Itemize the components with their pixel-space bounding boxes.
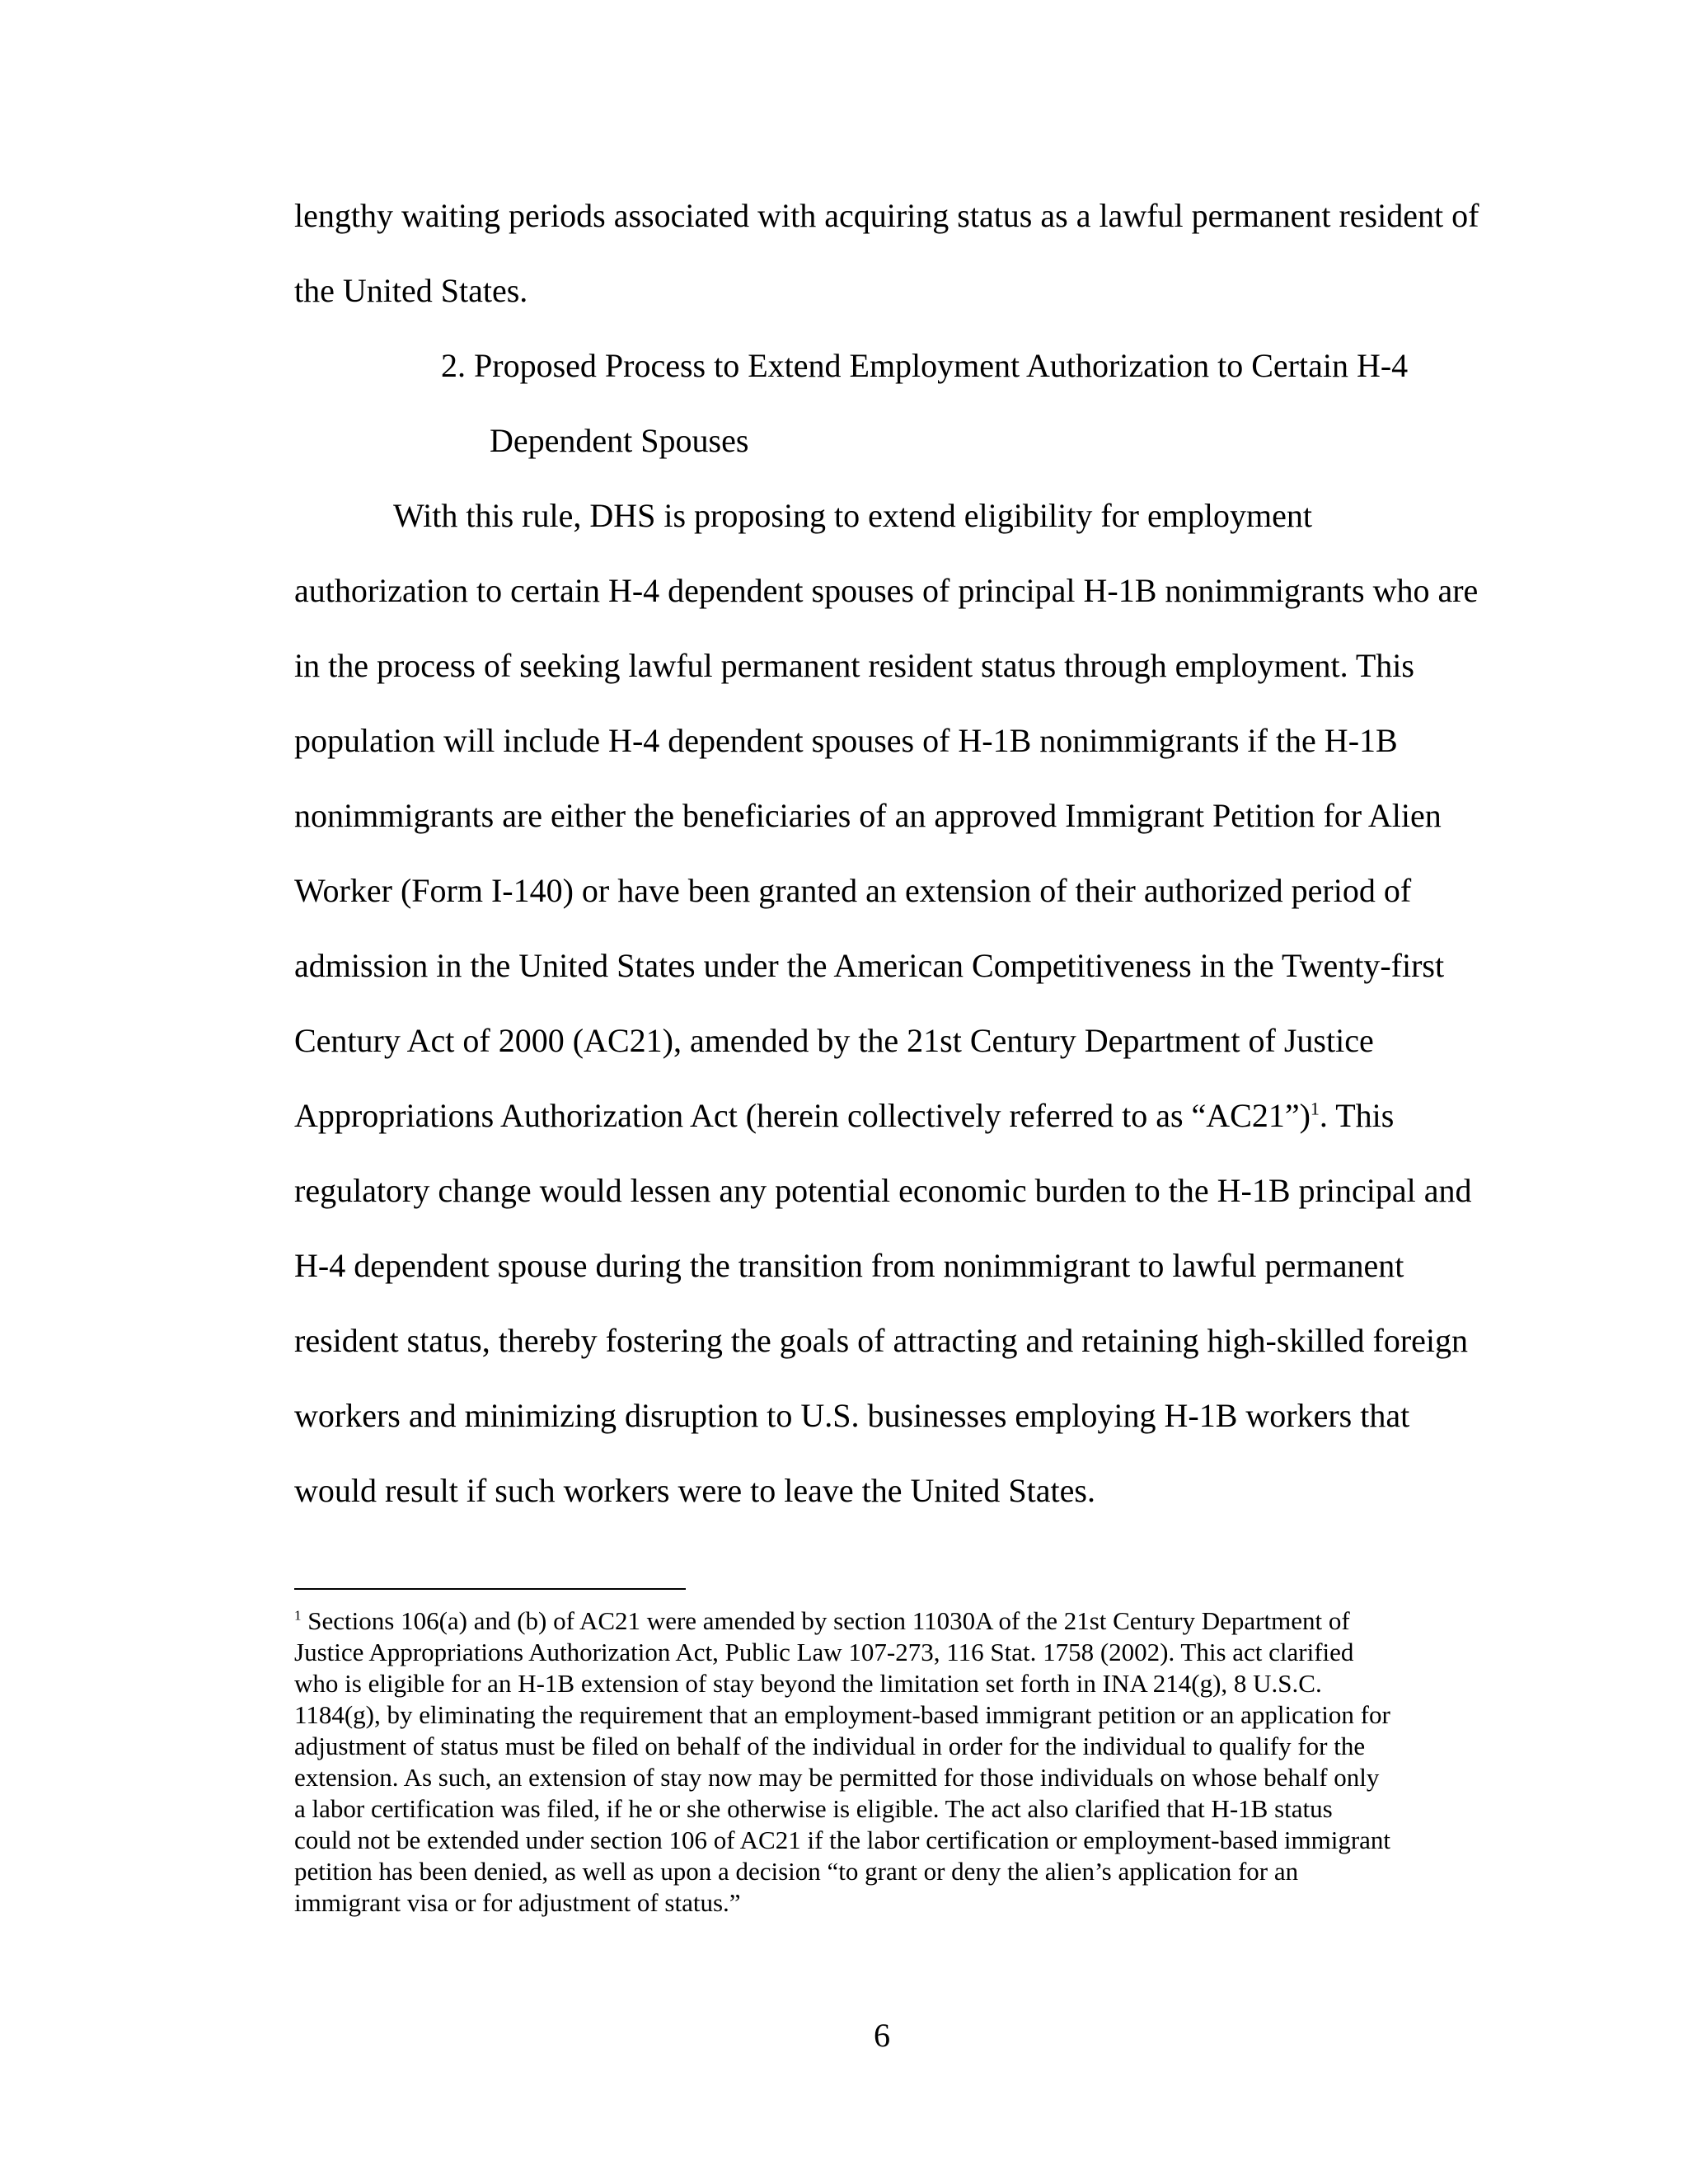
paragraph-line: authorization to certain H-4 dependent spouses of principal H-1B nonimmigrants who are: [294, 572, 1479, 609]
section-heading: 2. Proposed Process to Extend Employment Authorization to Certain H-4: [441, 347, 1409, 384]
footnote-line: Justice Appropriations Authorization Act, Public Law 107-273, 116 Stat. 1758 (2002). This act clarified: [294, 1638, 1354, 1666]
paragraph-line-with-footnote-ref: [294, 1096, 1394, 1136]
paragraph-line: nonimmigrants are either the beneficiaries of an approved Immigrant Petition for Alien: [294, 797, 1442, 834]
footnote-line: petition has been denied, as well as upon a decision “to grant or deny the alien’s application for an: [294, 1857, 1299, 1886]
body-line: lengthy waiting periods associated with acquiring status as a lawful permanent resident of: [294, 197, 1479, 234]
paragraph-text: Appropriations Authorization Act (herein collectively referred to as “AC21”): [294, 1097, 1311, 1134]
paragraph-line: Worker (Form I-140) or have been granted an extension of their authorized period of: [294, 872, 1412, 909]
footnote-line: extension. As such, an extension of stay now may be permitted for those individuals on whose behalf only: [294, 1763, 1380, 1792]
paragraph-line: would result if such workers were to leave the United States.: [294, 1472, 1095, 1509]
footnote-text: Sections 106(a) and (b) of AC21 were amended by section 11030A of the 21st Century Department of: [301, 1606, 1350, 1635]
body-line: the United States.: [294, 272, 528, 309]
footnote-line: immigrant visa or for adjustment of status.”: [294, 1888, 741, 1917]
paragraph-line: H-4 dependent spouse during the transition from nonimmigrant to lawful permanent: [294, 1247, 1404, 1284]
paragraph-line: in the process of seeking lawful permanent resident status through employment. This: [294, 647, 1414, 684]
paragraph-text: . This: [1319, 1097, 1395, 1134]
footnote-line: could not be extended under section 106 of AC21 if the labor certification or employment-based immigrant: [294, 1825, 1391, 1854]
paragraph-line: resident status, thereby fostering the goals of attracting and retaining high-skilled foreign: [294, 1322, 1469, 1359]
footnote-reference[interactable]: 1: [1310, 1098, 1320, 1119]
paragraph-line: admission in the United States under the American Competitiveness in the Twenty-first: [294, 947, 1445, 984]
footnote-marker: 1: [294, 1607, 302, 1624]
paragraph-line: Century Act of 2000 (AC21), amended by the 21st Century Department of Justice: [294, 1022, 1374, 1059]
page-number: 6: [874, 2017, 890, 2054]
paragraph-line: population will include H-4 dependent spouses of H-1B nonimmigrants if the H-1B: [294, 722, 1398, 759]
footnote-line: a labor certification was filed, if he or she otherwise is eligible. The act also clarified that H-1B status: [294, 1794, 1333, 1823]
footnote-line: [294, 1605, 1350, 1636]
footnote-separator: [294, 1588, 686, 1590]
section-heading-continued: Dependent Spouses: [490, 422, 749, 459]
paragraph-line: With this rule, DHS is proposing to extend eligibility for employment: [393, 497, 1312, 534]
footnote-line: adjustment of status must be filed on behalf of the individual in order for the individual to qualify for the: [294, 1732, 1366, 1760]
footnote-line: 1184(g), by eliminating the requirement that an employment-based immigrant petition or an application for: [294, 1700, 1390, 1729]
paragraph-line: regulatory change would lessen any potential economic burden to the H-1B principal and: [294, 1172, 1472, 1209]
footnote-line: who is eligible for an H-1B extension of stay beyond the limitation set forth in INA 214(g), 8 U.S.C.: [294, 1669, 1322, 1698]
paragraph-line: workers and minimizing disruption to U.S. businesses employing H-1B workers that: [294, 1397, 1410, 1434]
